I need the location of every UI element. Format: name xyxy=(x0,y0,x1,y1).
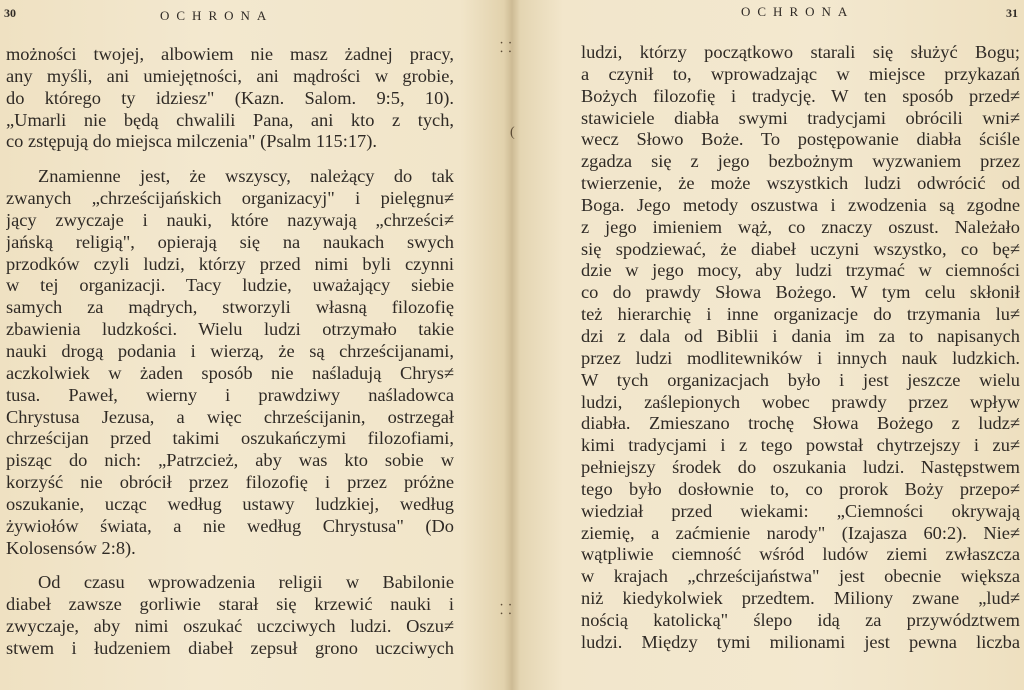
text-line: pełniejszy środek do oszukania ludzi. Następstwem xyxy=(581,457,1020,478)
text-line: stwem i łudzeniem diabeł zepsuł grono uczciwych xyxy=(6,637,454,658)
text-line: wątpliwie ciemność wśród ludów ziemi zwłaszcza xyxy=(581,544,1020,565)
text-line: przez ludzi modlitewników i innych nauk ludzkich. xyxy=(581,347,1020,368)
text-line: zwanych „chrześcijańskich organizacyj" i pielęgnu≠ xyxy=(6,188,454,209)
text-line: tego było dosłownie to, co prorok Boży przepo≠ xyxy=(581,478,1020,499)
text-line: jańską religią", opierają się na naukach swych xyxy=(6,231,454,252)
text-line: stawiciele diabła swymi tradycjami obrócili wni≠ xyxy=(581,107,1020,128)
text-line: W tych organizacjach było i jest jeszcze wielu xyxy=(581,369,1020,390)
text-line: oszukanie, ucząc według ustawy ludzkiej, według xyxy=(6,493,454,514)
paragraph-gap xyxy=(6,559,454,572)
left-running-head: OCHRONA xyxy=(160,8,274,23)
text-line: any myśli, ani umiejętności, ani mądrości w grobie, xyxy=(6,65,454,86)
right-page xyxy=(512,0,1024,690)
text-line: nością katolicką" ślepo idą za przywództwem xyxy=(581,609,1020,630)
text-line: Bożych filozofię i tradycję. W ten sposób przed≠ xyxy=(581,85,1020,106)
text-line: zbawienia ludzkości. Wielu ludzi otrzymało takie xyxy=(6,319,454,340)
text-line: Znamienne jest, że wszyscy, należący do tak xyxy=(38,166,454,187)
text-line: z jego imieniem wąż, co znaczy oszust. Należało xyxy=(581,216,1020,237)
text-line: Od czasu wprowadzenia religii w Babilonie xyxy=(38,572,454,593)
gutter-stitch-mark: ⸬ xyxy=(500,41,512,56)
text-line: co zstępują do miejsca milczenia" (Psalm 115:17). xyxy=(6,131,377,152)
text-line: diabła. Zmieszano trochę Słowa Bożego z ludz≠ xyxy=(581,413,1020,434)
text-line: samych za mądrych, stworzyli własną filozofię xyxy=(6,297,454,318)
text-line: też hierarchię i inne organizacje do trzymania lu≠ xyxy=(581,304,1020,325)
text-line: zwyczaje, aby nimi oszukać uczciwych ludzi. Oszu≠ xyxy=(6,616,454,637)
text-line: możności twojej, albowiem nie masz żadnej pracy, xyxy=(6,44,454,64)
text-line: wecz Słowo Boże. To postępowanie diabła ściśle xyxy=(581,129,1020,150)
paragraph-gap xyxy=(6,153,454,166)
text-line: dzie w jego mocy, aby ludzi trzymać w ciemności xyxy=(581,260,1020,281)
text-line: jący zwyczaje i nauki, które nazywają „chrześci≠ xyxy=(6,209,454,230)
left-page-text xyxy=(6,44,454,660)
text-line: a czynił to, wprowadzając w miejsce przykazań xyxy=(581,63,1020,84)
text-line: tusa. Paweł, wierny i prawdziwy naśladowca xyxy=(6,384,454,405)
text-line: aczkolwiek w żaden sposób nie naśladują Chrys≠ xyxy=(6,362,454,383)
text-line: niż kiedykolwiek przedtem. Miliony zwane „lud≠ xyxy=(581,588,1020,609)
text-line: żywiołów świata, a nie według Chrystusa" (Do xyxy=(6,515,454,536)
gutter-stitch-mark: ⸬ xyxy=(500,603,512,618)
text-line: „Umarli nie będą chwalili Pana, ani kto z tych, xyxy=(6,109,454,130)
gutter-stitch-mark: ( xyxy=(510,125,515,140)
text-line: chrześcijan przed takimi oszukańczymi filozofiami, xyxy=(6,428,454,449)
text-line: w tej organizacji. Tacy ludzie, uważający siebie xyxy=(6,275,454,296)
text-line: ludzi, którzy początkowo starali się służyć Bogu; xyxy=(581,42,1020,62)
text-line: wiedział przed wiekami: „Ciemności okrywają xyxy=(581,500,1020,521)
text-line: ludzi. Między tymi milionami jest pewna liczba xyxy=(581,631,1020,652)
text-line: w krajach „chrześcijaństwa" jest obecnie większa xyxy=(581,566,1020,587)
text-line: dzi z dala od Biblii i dania im za to napisanych xyxy=(581,325,1020,346)
text-line: zgadza się z jego bezbożnym wyzwaniem przez xyxy=(581,151,1020,172)
text-line: do którego ty idziesz" (Kazn. Salom. 9:5, 10). xyxy=(6,87,454,108)
text-line: ludzi, zaślepionych wobec prawdy przez wpływ xyxy=(581,391,1020,412)
text-line: co do prawdy Słowa Bożego. W tym celu skłonił xyxy=(581,282,1020,303)
text-line: Boga. Jego metody oszustwa i zwodzenia są zgodne xyxy=(581,194,1020,215)
text-line: ziemię, a zaćmienie narody" (Izajasza 60:2). Nie≠ xyxy=(581,522,1020,543)
text-line: pisząc do nich: „Patrzcież, aby was kto sobie w xyxy=(6,450,454,471)
text-line: Chrystusa Jezusa, a więc chrześcijanin, ostrzegał xyxy=(6,406,454,427)
text-line: Kolosensów 2:8). xyxy=(6,537,136,558)
text-line: kimi tradycjami i z tego powstał chytrzejszy i zu≠ xyxy=(581,435,1020,456)
text-line: się spodziewać, że diabeł uczyni wszystko, co bę≠ xyxy=(581,238,1020,259)
right-page-text xyxy=(581,42,1020,654)
text-line: przodków czyli ludzi, którzy przed nimi byli czynni xyxy=(6,253,454,274)
right-running-head: OCHRONA xyxy=(741,4,855,19)
text-line: diabeł zawsze gorliwie starał się krzewić nauki i xyxy=(6,594,454,615)
text-line: nauki drogą podania i wierzą, że są chrześcijanami, xyxy=(6,340,454,361)
text-line: korzyść nie obrócił przez filozofię i przez próżne xyxy=(6,472,454,493)
right-page-number: 31 xyxy=(1006,6,1018,20)
left-page-number: 30 xyxy=(4,6,16,20)
text-line: twierzenie, że może wszystkich ludzi odwrócić od xyxy=(581,173,1020,194)
left-page xyxy=(0,0,510,690)
